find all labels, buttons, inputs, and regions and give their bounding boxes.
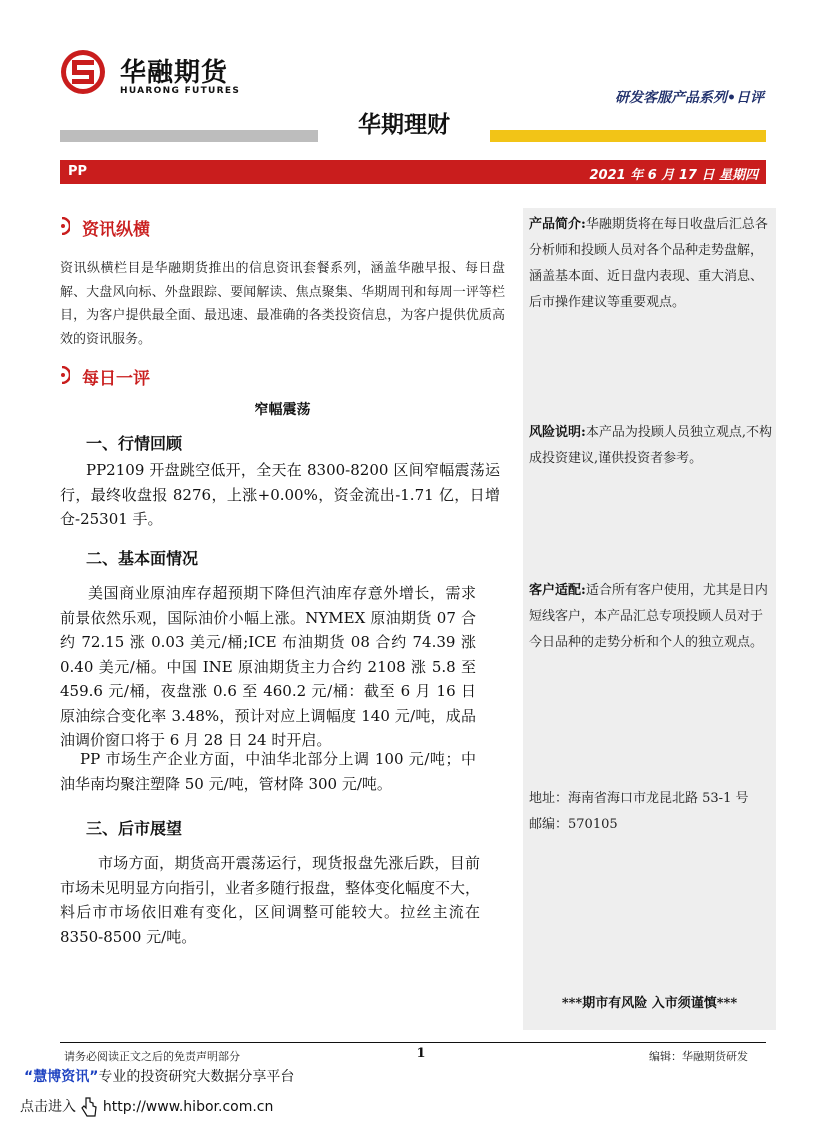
postcode: 邮编：570105 [529,817,618,832]
fundamentals-text: 美国商业原油库存超预期下降但汽油库存意外增长，需求前景依然乐观，国际油价小幅上涨。NYMEX 原油期货 07 合约 72.15 涨 0.03 美元/桶;ICE 布油期货 08 合约 74.39 涨 0.40 美元/桶。中国 INE 原油期货主力合约 2108 涨 5.8 至 459.6 元/桶，夜盘涨 0.6 至 460.2 元/桶：截至 6 月 16 日原油综合变化率 3.48%，预计对应上调幅度 140 元/吨，成品油调价窗口将于 6 月 28 日 24 时开启。 [60,584,476,749]
product-code: PP [68,164,88,179]
product-intro-label: 产品简介: [529,217,586,232]
promo-text: 专业的投资研究大数据分享平台 [98,1069,295,1085]
article-title: 窄幅震荡 [254,402,311,418]
footer-editor: 编辑：华融期货研发 [649,1050,748,1063]
promo-link[interactable] [20,1096,273,1118]
footer-divider [60,1042,766,1043]
section-marker-icon [60,366,70,384]
pp-market-text: PP 市场生产企业方面，中油华北部分上调 100 元/吨；中油华南均聚注塑降 50 元/吨，管材降 300 元/吨。 [60,750,476,793]
product-intro-text: 华融期货将在每日收盘后汇总各分析师和投顾人员对各个品种走势盘解，涵盖基本面、近日盘内表现、重大消息、后市操作建议等重要观点。 [529,217,768,310]
section-marker-icon [60,217,70,235]
address: 地址：海南省海口市龙昆北路 53-1 号 [529,791,749,806]
promo-line [24,1066,294,1086]
outlook-text: 市场方面，期货高开震荡运行，现货报盘先涨后跌，目前市场未见明显方向指引，业者多随行报盘，整体变化幅度不大，料后市市场依旧难有变化，区间调整可能较大。拉丝主流在 8350-8500 元/吨。 [60,854,481,946]
promo-brand: “慧博资讯” [24,1069,99,1085]
market-review-text: PP2109 开盘跳空低开，全天在 8300-8200 区间窄幅震荡运行，最终收盘报 8276，上涨+0.00%，资金流出-1.71 亿，日增仓-25301 手。 [60,461,500,528]
header-gray-bar [60,130,318,142]
brand-name: 华融期货 [120,58,229,88]
heading-outlook: 三、后市展望 [86,819,183,838]
risk-warning: ***期市有风险 入市须谨慎*** [561,996,738,1011]
risk-label: 风险说明: [529,425,586,440]
report-date: 2021 年 6 月 17 日 星期四 [589,168,758,183]
section-news-title: 资讯纵横 [82,220,150,240]
product-date-bar [60,160,766,184]
sidebar [523,208,776,1030]
news-description: 资讯纵横栏目是华融期货推出的信息资讯套餐系列，涵盖华融早报、每日盘解、大盘风向标、外盘跟踪、要闻解读、焦点聚集、华期周刊和每周一评等栏目，为客户提供最全面、最迅速、最准确的各类投资信息，为客户提供优质高效的资讯服务。 [60,261,505,347]
hand-cursor-icon [80,1096,98,1118]
risk-text: 本产品为投顾人员独立观点,不构成投资建议,谨供投资者参考。 [529,425,772,466]
client-fit-label: 客户适配: [529,583,586,598]
huarong-logo-icon [60,49,106,95]
page-number: 1 [416,1046,426,1061]
header-gold-bar [490,130,766,142]
product-intro [529,212,772,316]
client-fit-text: 适合所有客户使用，尤其是日内短线客户，本产品汇总专项投顾人员对于今日品种的走势分析和个人的独立观点。 [529,583,768,650]
footer-disclaimer: 请务必阅读正文之后的免责声明部分 [64,1050,240,1063]
site-url[interactable]: http://www.hibor.com.cn [102,1099,274,1115]
brand-english-name: HUARONG FUTURES [120,86,241,96]
section-daily-title: 每日一评 [82,369,150,389]
click-text: 点击进入 [20,1099,76,1115]
client-fit [529,578,772,656]
page-title: 华期理财 [358,111,450,138]
series-label: 研发客服产品系列•日评 [615,90,764,106]
risk-statement [529,420,772,472]
heading-fundamentals: 二、基本面情况 [86,549,199,568]
heading-market-review: 一、行情回顾 [86,434,183,453]
